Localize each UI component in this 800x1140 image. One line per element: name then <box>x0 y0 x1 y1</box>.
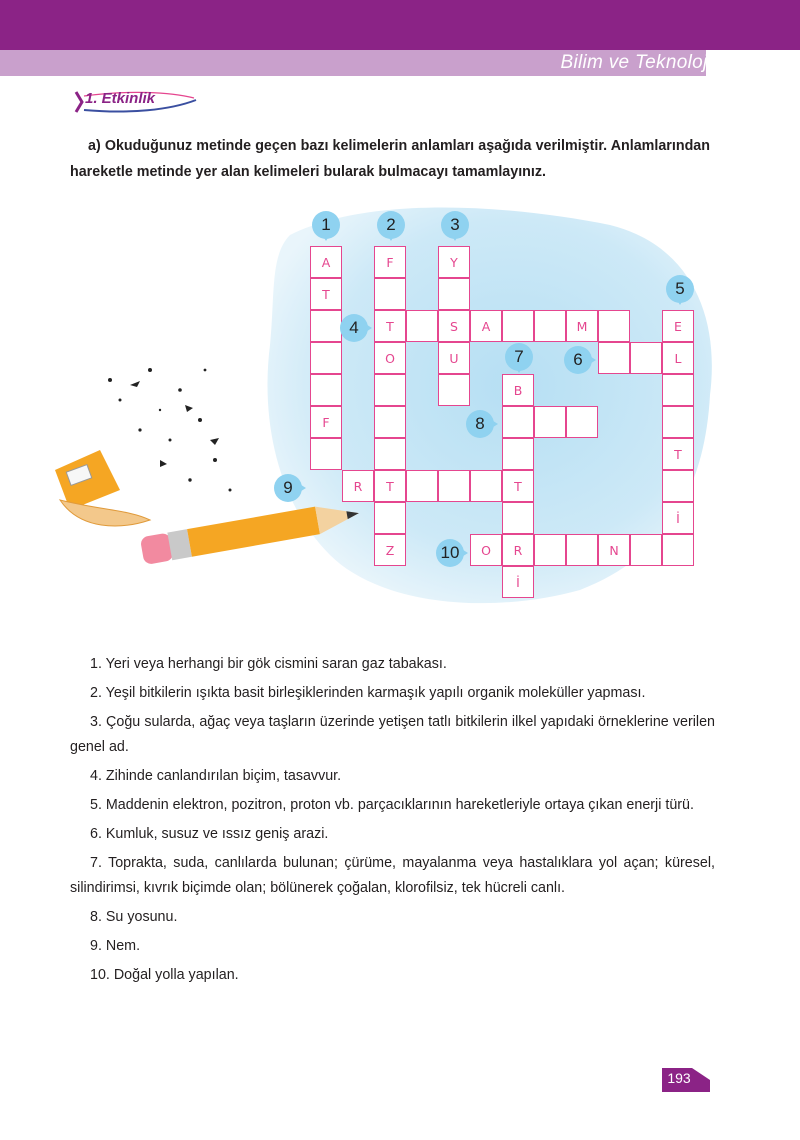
clue-10: 10. Doğal yolla yapılan. <box>90 967 239 983</box>
clue-number-badge: 5 <box>666 275 694 303</box>
crossword-cell[interactable] <box>406 310 438 342</box>
crossword-cell[interactable] <box>342 470 374 502</box>
cell-letter: İ <box>676 510 680 526</box>
crossword-cell[interactable] <box>374 406 406 438</box>
clue-number-badge: 10 <box>436 539 464 567</box>
crossword-cell[interactable] <box>374 534 406 566</box>
crossword-cell[interactable] <box>662 310 694 342</box>
crossword-cell[interactable] <box>470 470 502 502</box>
cell-letter: T <box>514 478 522 494</box>
clue-9: 9. Nem. <box>90 938 141 954</box>
clue-2: 2. Yeşil bitkilerin ışıkta basit birleşiklerinden karmaşık yapılı organik moleküller yapması. <box>90 685 646 701</box>
crossword-cell[interactable] <box>438 342 470 374</box>
activity-label: 1. Etkinlik <box>85 90 156 107</box>
crossword-cell[interactable] <box>662 438 694 470</box>
clue-7: 7. Toprakta, suda, canlılarda bulunan; çürüme, mayalanma veya hastalıklara yol açan; küresel, silindirimsi, kıvrık biçimde olan; bölünerek çoğalan, klorofilsiz, tek hücreli canlı. <box>70 855 715 896</box>
crossword-cell[interactable] <box>598 342 630 374</box>
crossword-cell[interactable] <box>662 502 694 534</box>
crossword-cell[interactable] <box>470 310 502 342</box>
cell-letter: O <box>385 350 395 366</box>
crossword-cell[interactable] <box>566 534 598 566</box>
crossword-cell[interactable] <box>662 342 694 374</box>
clue-number-badge: 8 <box>466 410 494 438</box>
crossword-cell[interactable] <box>310 278 342 310</box>
crossword-cell[interactable] <box>406 470 438 502</box>
cell-letter: E <box>674 318 682 334</box>
cell-letter: R <box>353 478 363 494</box>
clue-4: 4. Zihinde canlandırılan biçim, tasavvur. <box>90 768 342 784</box>
cell-letter: B <box>513 382 523 398</box>
crossword-cell[interactable] <box>438 470 470 502</box>
clue-3: 3. Çoğu sularda, ağaç veya taşların üzerinde yetişen tatlı bitkilerin ilkel yapıdaki örneklerine verilen genel ad. <box>70 714 715 755</box>
crossword-cell[interactable] <box>566 406 598 438</box>
clue-6: 6. Kumluk, susuz ve ıssız geniş arazi. <box>90 826 329 842</box>
crossword-cell[interactable] <box>374 470 406 502</box>
crossword-cell[interactable] <box>310 374 342 406</box>
crossword-cell[interactable] <box>374 342 406 374</box>
cell-letter: Y <box>450 254 458 270</box>
crossword-cell[interactable] <box>310 406 342 438</box>
crossword-cell[interactable] <box>374 246 406 278</box>
crossword-cell[interactable] <box>502 470 534 502</box>
crossword-cell[interactable] <box>534 310 566 342</box>
clue-number-badge: 6 <box>564 346 592 374</box>
cell-letter: T <box>386 318 394 334</box>
crossword-cell[interactable] <box>662 374 694 406</box>
crossword-cell[interactable] <box>374 278 406 310</box>
cell-letter: L <box>674 350 682 366</box>
clue-number-badge: 1 <box>312 211 340 239</box>
cell-letter: M <box>576 318 588 334</box>
cell-letter: R <box>513 542 523 558</box>
cell-letter: T <box>386 478 394 494</box>
instruction-text: a) Okuduğunuz metinde geçen bazı kelimelerin anlamları aşağıda verilmiştir. Anlamlarından hareketle metinde yer alan kelimeleri bularak bulmacayı tamamlayınız. <box>70 138 710 180</box>
crossword-cell[interactable] <box>310 438 342 470</box>
crossword-cell[interactable] <box>662 534 694 566</box>
crossword-cell[interactable] <box>310 246 342 278</box>
crossword-cell[interactable] <box>502 566 534 598</box>
crossword-cell[interactable] <box>502 310 534 342</box>
crossword-cell[interactable] <box>438 278 470 310</box>
clue-5: 5. Maddenin elektron, pozitron, proton vb. parçacıklarının hareketleriyle ortaya çıkan enerji türü. <box>90 797 694 813</box>
crossword-cell[interactable] <box>374 438 406 470</box>
cell-letter: Z <box>385 542 395 558</box>
clue-number-badge: 7 <box>505 343 533 371</box>
crossword-cell[interactable] <box>502 374 534 406</box>
cell-letter: S <box>450 318 458 334</box>
clue-number-badge: 4 <box>340 314 368 342</box>
cell-letter: A <box>481 318 491 334</box>
cell-letter: İ <box>516 574 520 590</box>
crossword-cell[interactable] <box>598 534 630 566</box>
clue-number-badge: 9 <box>274 474 302 502</box>
clue-number-badge: 3 <box>441 211 469 239</box>
cell-letter: A <box>321 254 331 270</box>
page-number: 193 <box>667 1070 691 1086</box>
cell-letter: F <box>322 414 330 430</box>
crossword-cell[interactable] <box>662 470 694 502</box>
cell-letter: N <box>609 542 619 558</box>
cell-letter: F <box>386 254 394 270</box>
crossword-cell[interactable] <box>502 534 534 566</box>
crossword-cell[interactable] <box>566 310 598 342</box>
crossword-cell[interactable] <box>662 406 694 438</box>
crossword-cell[interactable] <box>438 310 470 342</box>
crossword-cell[interactable] <box>534 534 566 566</box>
clue-1: 1. Yeri veya herhangi bir gök cismini saran gaz tabakası. <box>90 656 447 672</box>
cell-letter: T <box>674 446 682 462</box>
clue-number-badge: 2 <box>377 211 405 239</box>
crossword-cell[interactable] <box>598 310 630 342</box>
crossword-cell[interactable] <box>502 502 534 534</box>
crossword-cell[interactable] <box>502 406 534 438</box>
crossword-cell[interactable] <box>310 342 342 374</box>
crossword-cell[interactable] <box>438 246 470 278</box>
book-title: Bilim ve Teknoloji <box>560 52 712 73</box>
crossword-cell[interactable] <box>502 438 534 470</box>
crossword-cell[interactable] <box>374 502 406 534</box>
clue-8: 8. Su yosunu. <box>90 909 178 925</box>
crossword-cell[interactable] <box>374 374 406 406</box>
crossword-cell[interactable] <box>630 342 662 374</box>
cell-letter: U <box>449 350 459 366</box>
crossword-cell[interactable] <box>470 534 502 566</box>
cell-letter: O <box>481 542 491 558</box>
crossword-cell[interactable] <box>438 374 470 406</box>
crossword-cell[interactable] <box>374 310 406 342</box>
crossword-cell[interactable] <box>310 310 342 342</box>
clue-list <box>70 652 715 992</box>
crossword-cell[interactable] <box>534 406 566 438</box>
crossword-cell[interactable] <box>630 534 662 566</box>
cell-letter: T <box>322 286 330 302</box>
